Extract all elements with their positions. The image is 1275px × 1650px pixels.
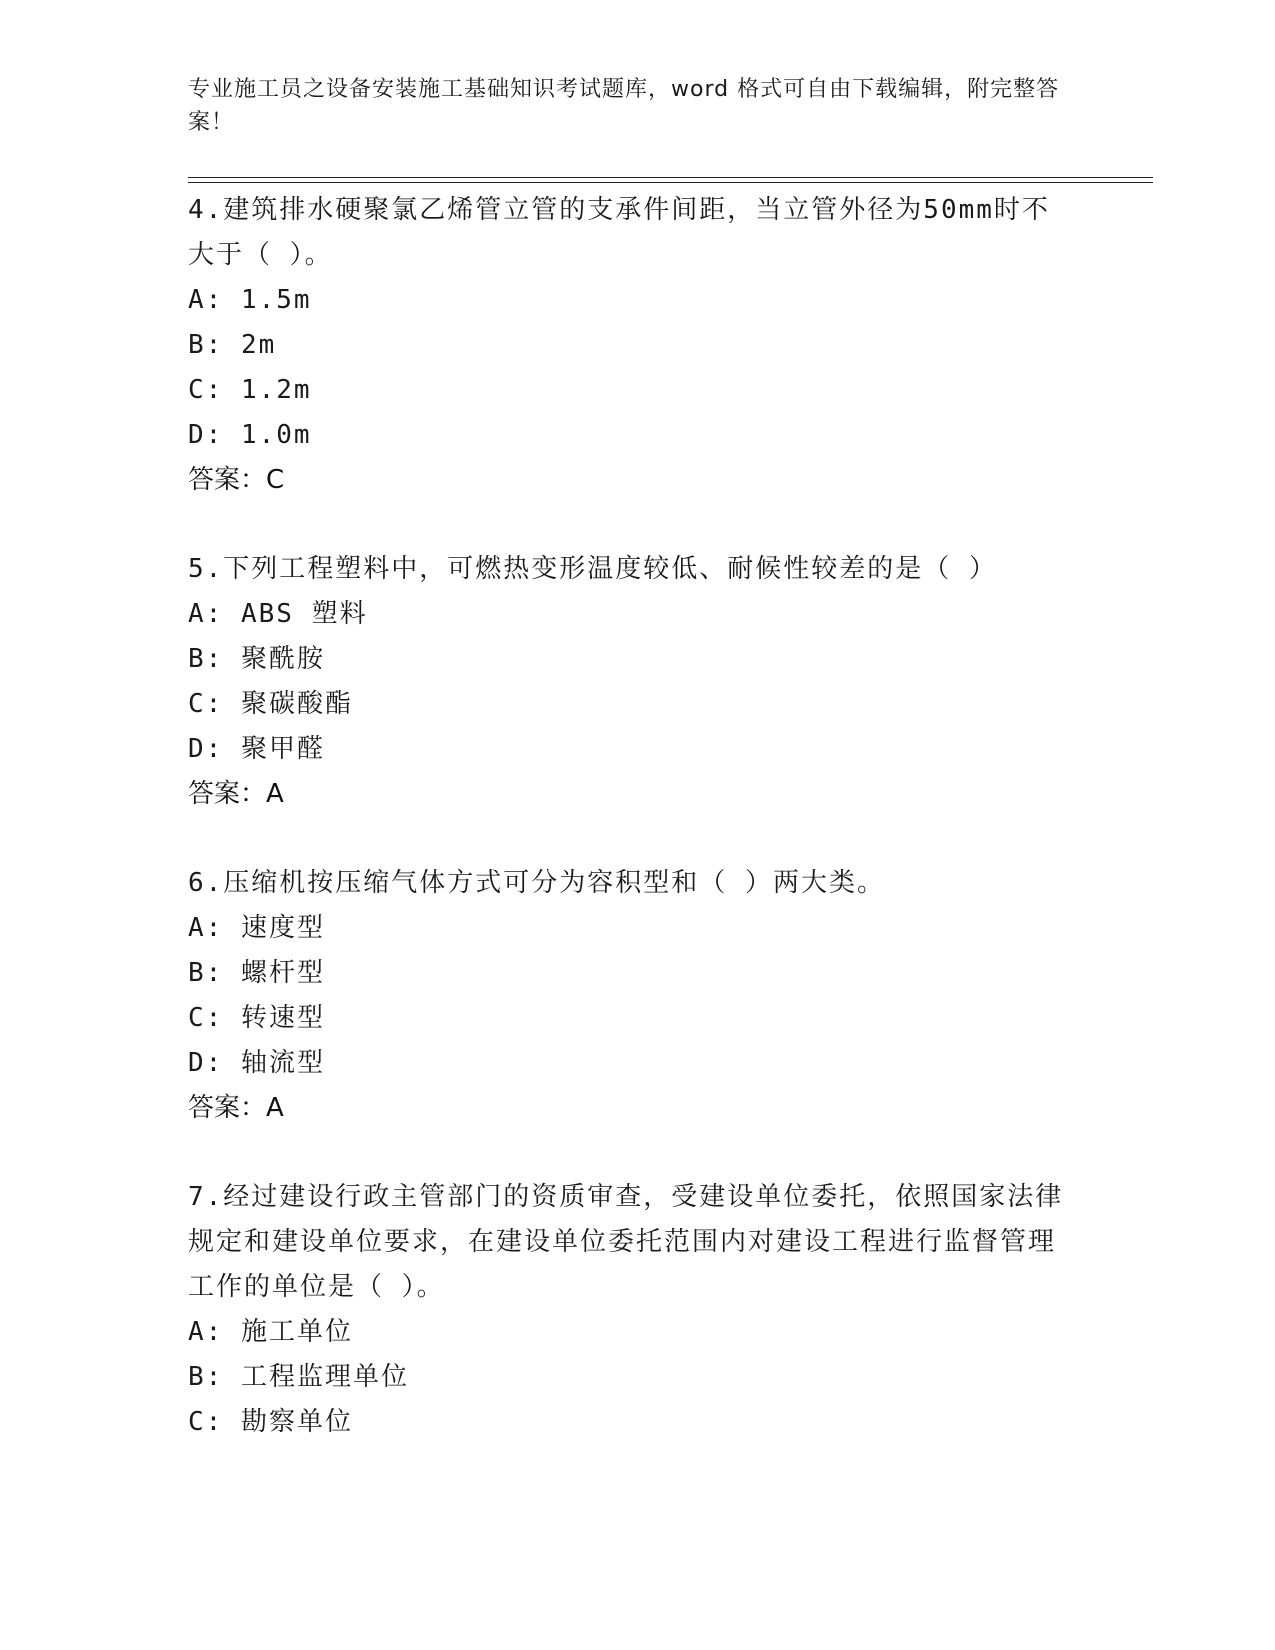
question-7 xyxy=(188,1175,1088,1445)
option-a: A: 速度型 xyxy=(188,913,325,943)
question-stem: 5.下列工程塑料中，可燃热变形温度较低、耐候性较差的是（ ） xyxy=(188,554,997,584)
option-c: C: 转速型 xyxy=(188,1003,325,1033)
option-d: D: 轴流型 xyxy=(188,1048,325,1078)
option-a: A: 1.5m xyxy=(188,285,312,315)
header-divider-top xyxy=(188,177,1153,178)
question-stem: 7.经过建设行政主管部门的资质审查，受建设单位委托，依照国家法律规定和建设单位要求，在建设单位委托范围内对建设工程进行监督管理工作的单位是（ ）。 xyxy=(188,1182,1064,1302)
option-c: C: 勘察单位 xyxy=(188,1407,353,1437)
question-4 xyxy=(188,188,1088,503)
header-divider-bottom xyxy=(188,182,1153,183)
question-6 xyxy=(188,861,1088,1131)
option-b: B: 聚酰胺 xyxy=(188,644,325,674)
answer: 答案：A xyxy=(188,779,284,809)
question-5 xyxy=(188,547,1088,817)
document-header: 专业施工员之设备安装施工基础知识考试题库，word 格式可自由下载编辑，附完整答案！ xyxy=(188,77,1060,135)
option-b: B: 工程监理单位 xyxy=(188,1362,409,1392)
option-d: D: 1.0m xyxy=(188,420,312,450)
option-a: A: ABS 塑料 xyxy=(188,599,368,629)
option-d: D: 聚甲醛 xyxy=(188,734,325,764)
option-c: C: 1.2m xyxy=(188,375,312,405)
option-b: B: 螺杆型 xyxy=(188,958,325,988)
question-list xyxy=(188,188,1088,1445)
answer: 答案：A xyxy=(188,1093,284,1123)
option-b: B: 2m xyxy=(188,330,277,360)
option-c: C: 聚碳酸酯 xyxy=(188,689,353,719)
question-stem: 4.建筑排水硬聚氯乙烯管立管的支承件间距，当立管外径为50mm时不大于（ ）。 xyxy=(188,195,1050,270)
option-a: A: 施工单位 xyxy=(188,1317,353,1347)
answer: 答案：C xyxy=(188,465,285,495)
question-stem: 6.压缩机按压缩气体方式可分为容积型和（ ）两大类。 xyxy=(188,868,885,898)
